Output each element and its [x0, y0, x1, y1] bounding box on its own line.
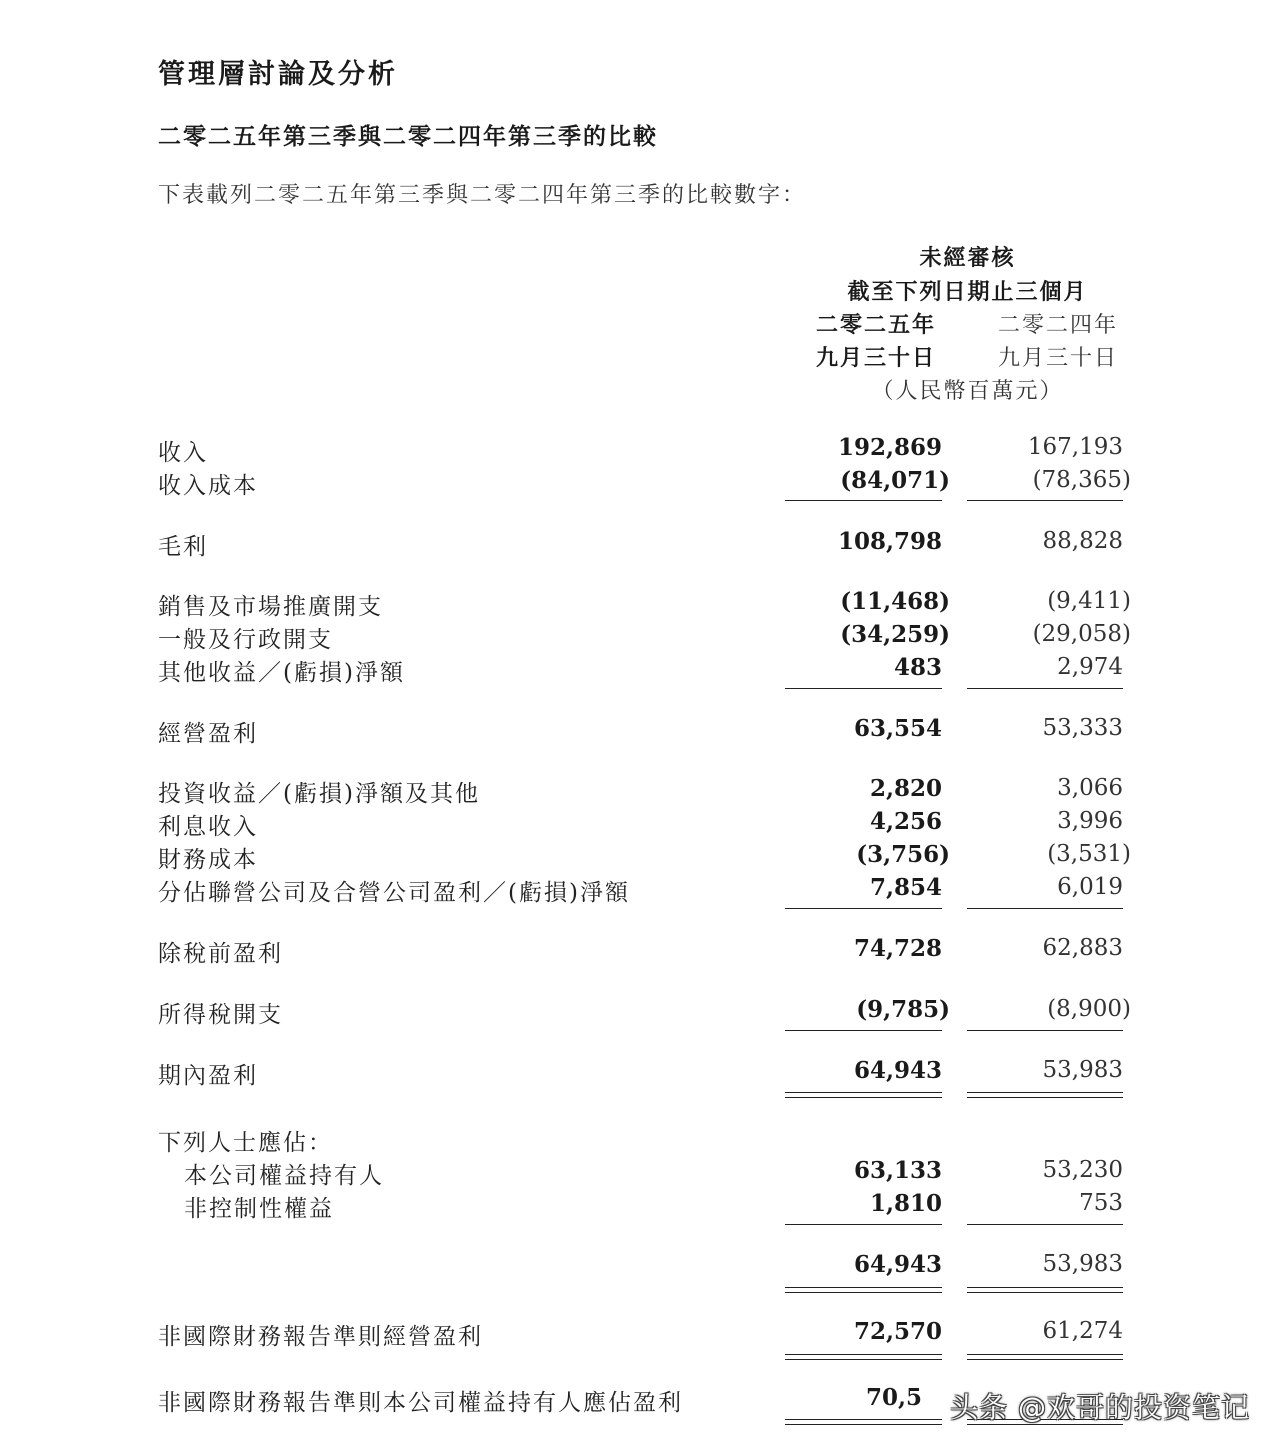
subtotal-rule	[967, 1030, 1123, 1031]
row-value-2025: 64,943	[853, 1251, 942, 1278]
row-label: 經營盈利	[158, 721, 258, 747]
section-subtitle: 二零二五年第三季與二零二四年第三季的比較	[158, 123, 658, 150]
double-rule	[967, 1359, 1123, 1360]
row-value-2024: 3,996	[1057, 808, 1123, 834]
row-value-2025: (84,071)	[840, 467, 950, 494]
subtotal-rule	[967, 500, 1123, 501]
row-label: 非控制性權益	[184, 1196, 334, 1222]
row-value-2024: 53,983	[1042, 1057, 1123, 1083]
double-rule	[785, 1092, 942, 1093]
row-label: 銷售及市場推廣開支	[158, 594, 383, 620]
row-value-2025: 192,869	[837, 434, 942, 461]
subtotal-rule	[967, 908, 1123, 909]
row-label: 本公司權益持有人	[184, 1163, 384, 1189]
double-rule	[785, 1287, 942, 1288]
row-label: 分佔聯營公司及合營公司盈利／(虧損)淨額	[158, 880, 630, 906]
row-value-2025: 1,810	[869, 1190, 942, 1217]
row-label: 投資收益／(虧損)淨額及其他	[158, 781, 480, 807]
row-value-2024: (9,411)	[1047, 588, 1131, 614]
row-value-2025: 483	[893, 654, 942, 681]
double-rule	[785, 1354, 942, 1355]
row-value-2024: (3,531)	[1047, 841, 1131, 867]
row-label: 利息收入	[158, 814, 258, 840]
header-unit: （人民幣百萬元）	[871, 379, 1064, 404]
subtotal-rule	[967, 688, 1123, 689]
row-value-2025: 70,5	[866, 1384, 923, 1411]
row-value-2024: (29,058)	[1032, 621, 1131, 647]
row-value-2025: 74,728	[853, 935, 942, 962]
double-rule	[785, 1292, 942, 1293]
double-rule	[967, 1292, 1123, 1293]
row-label: 一般及行政開支	[158, 627, 333, 653]
row-value-2024: (78,365)	[1032, 467, 1131, 493]
header-col2-year: 二零二四年	[997, 313, 1118, 338]
double-rule	[785, 1419, 942, 1420]
subtotal-rule	[785, 1224, 942, 1225]
row-label: 收入成本	[158, 473, 258, 499]
double-rule	[967, 1287, 1123, 1288]
row-value-2024: 53,983	[1042, 1251, 1123, 1277]
row-value-2025: 63,554	[853, 715, 942, 742]
header-col2-date: 九月三十日	[997, 346, 1118, 371]
header-unaudited: 未經審核	[919, 245, 1016, 271]
intro-text: 下表載列二零二五年第三季與二零二四年第三季的比較數字：	[158, 183, 807, 208]
row-value-2024: 88,828	[1042, 528, 1123, 554]
row-value-2024: 3,066	[1057, 775, 1123, 801]
row-value-2024: 53,333	[1042, 715, 1123, 741]
row-value-2025: 2,820	[869, 775, 942, 802]
row-label: 非國際財務報告準則本公司權益持有人應佔盈利	[158, 1390, 683, 1416]
row-label: 收入	[158, 440, 208, 466]
page-title: 管理層討論及分析	[158, 59, 398, 90]
row-value-2025: 7,854	[869, 874, 942, 901]
row-label: 非國際財務報告準則經營盈利	[158, 1324, 483, 1350]
row-label: 其他收益／(虧損)淨額	[158, 660, 405, 686]
row-value-2024: 61,274	[1042, 1318, 1123, 1344]
row-value-2025: (11,468)	[840, 588, 950, 615]
double-rule	[785, 1097, 942, 1098]
row-value-2024: 53,230	[1042, 1157, 1123, 1183]
row-label: 毛利	[158, 534, 208, 560]
row-label: 財務成本	[158, 847, 258, 873]
row-value-2024: 167,193	[1027, 434, 1123, 460]
header-col1-year: 二零二五年	[815, 312, 936, 338]
row-value-2025: 64,943	[853, 1057, 942, 1084]
row-label: 除稅前盈利	[158, 941, 283, 967]
row-value-2024: 62,883	[1042, 935, 1123, 961]
double-rule	[967, 1092, 1123, 1093]
row-value-2025: 63,133	[853, 1157, 942, 1184]
row-label: 下列人士應佔：	[158, 1130, 333, 1156]
subtotal-rule	[785, 1030, 942, 1031]
subtotal-rule	[785, 908, 942, 909]
subtotal-rule	[785, 688, 942, 689]
double-rule	[785, 1359, 942, 1360]
header-col1-date: 九月三十日	[815, 345, 936, 371]
row-value-2024: 2,974	[1057, 654, 1123, 680]
row-value-2024: 6,019	[1057, 874, 1123, 900]
row-value-2025: (3,756)	[856, 841, 950, 868]
row-label: 期內盈利	[158, 1063, 258, 1089]
row-value-2025: (34,259)	[840, 621, 950, 648]
row-value-2025: 4,256	[869, 808, 942, 835]
double-rule	[967, 1097, 1123, 1098]
subtotal-rule	[785, 500, 942, 501]
header-period: 截至下列日期止三個月	[847, 279, 1088, 305]
row-value-2025: (9,785)	[856, 996, 950, 1023]
watermark: 头条 @欢哥的投资笔记	[950, 1391, 1250, 1424]
subtotal-rule	[967, 1224, 1123, 1225]
double-rule	[785, 1424, 942, 1425]
double-rule	[967, 1354, 1123, 1355]
row-value-2025: 108,798	[837, 528, 942, 555]
row-label: 所得稅開支	[158, 1002, 283, 1028]
row-value-2024: (8,900)	[1047, 996, 1131, 1022]
row-value-2025: 72,570	[853, 1318, 942, 1345]
row-value-2024: 753	[1079, 1190, 1123, 1216]
